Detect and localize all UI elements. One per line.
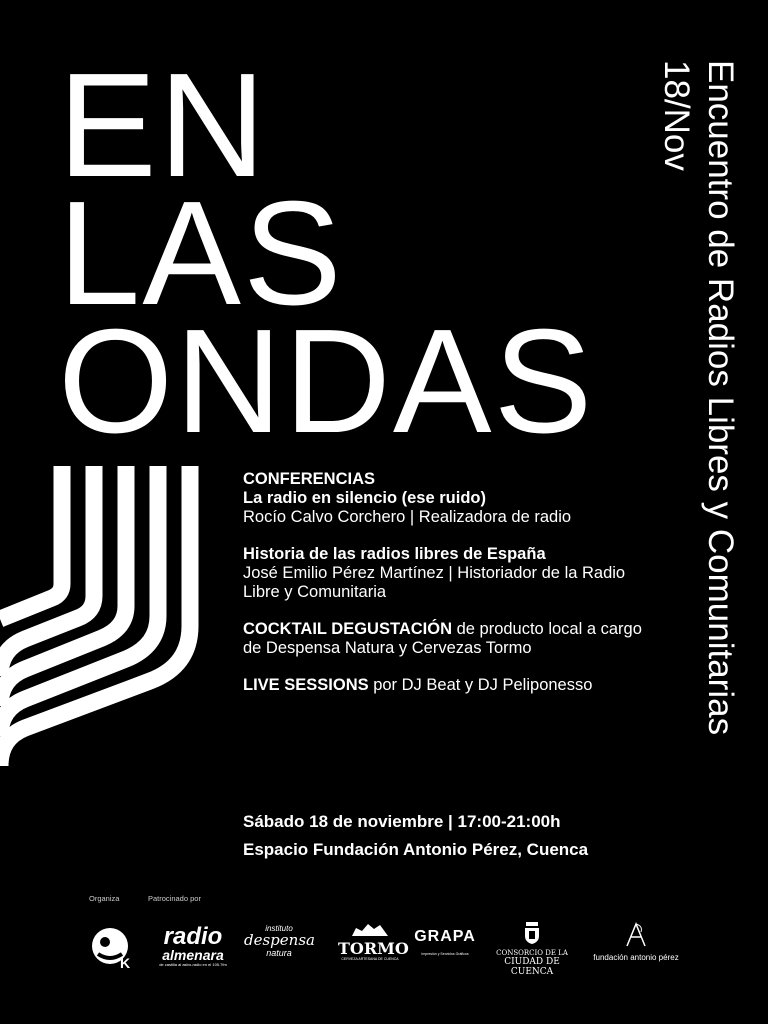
title-line-3: ONDAS: [58, 299, 595, 464]
patrocinado-label: Patrocinado por: [148, 894, 201, 903]
svg-text:K: K: [120, 955, 131, 970]
talk-2-speaker: José Emilio Pérez Martínez | Historiador de la Radio Libre y Comunitaria: [243, 564, 626, 601]
consorcio-cuenca-logo: CONSORCIO DE LA CIUDAD DE CUENCA: [488, 922, 576, 977]
event-subtitle: Encuentro de Radios Libres y Comunitarias: [701, 60, 740, 736]
event-venue: Espacio Fundación Antonio Pérez, Cuenca: [243, 840, 589, 859]
cocktail-text: de producto local a cargo de Despensa Natura y Cervezas Tormo: [243, 620, 642, 657]
event-info: [243, 808, 663, 864]
title-line-1: EN: [58, 43, 268, 208]
talk-1-title: La radio en silencio (ese ruido): [243, 489, 486, 507]
radio-waves-graphic: [0, 466, 215, 826]
talk-2-title: Historia de las radios libres de España: [243, 545, 546, 563]
live-sessions-title: LIVE SESSIONS: [243, 676, 369, 694]
despensa-natura-logo: instituto despensa natura: [244, 924, 315, 958]
live-sessions-text: por DJ Beat y DJ Peliponesso: [368, 676, 593, 694]
organizer-logo: [90, 924, 134, 970]
fundacion-antonio-perez-logo: fundación antonio pérez: [588, 922, 684, 963]
fundacion-a-monogram-icon: [623, 922, 649, 948]
tormo-rock-icon: [350, 922, 390, 936]
tormo-logo: TORMO CERVEZA ARTESANA DE CUENCA: [338, 922, 402, 962]
grapa-logo: GRAPA Impresión y Servicios Gráficos: [414, 928, 476, 956]
event-date: Sábado 18 de noviembre | 17:00-21:00h: [243, 812, 561, 831]
program: [243, 470, 663, 713]
main-title: [58, 43, 595, 464]
event-short-date: 18/Nov: [657, 60, 696, 171]
vertical-heading: [650, 60, 742, 910]
cocktail-title: COCKTAIL DEGUSTACIÓN: [243, 620, 452, 638]
organiza-label: Organiza: [89, 894, 120, 903]
talk-1-speaker: Rocío Calvo Corchero | Realizadora de radio: [243, 508, 572, 526]
radio-almenara-logo: radio almenara de castilla al astro-radio en el 105.7fm: [159, 923, 227, 967]
section-heading: CONFERENCIAS: [243, 470, 376, 488]
sponsor-logos: [88, 918, 688, 978]
title-line-2: LAS: [58, 171, 344, 336]
coat-of-arms-icon: [523, 922, 541, 944]
